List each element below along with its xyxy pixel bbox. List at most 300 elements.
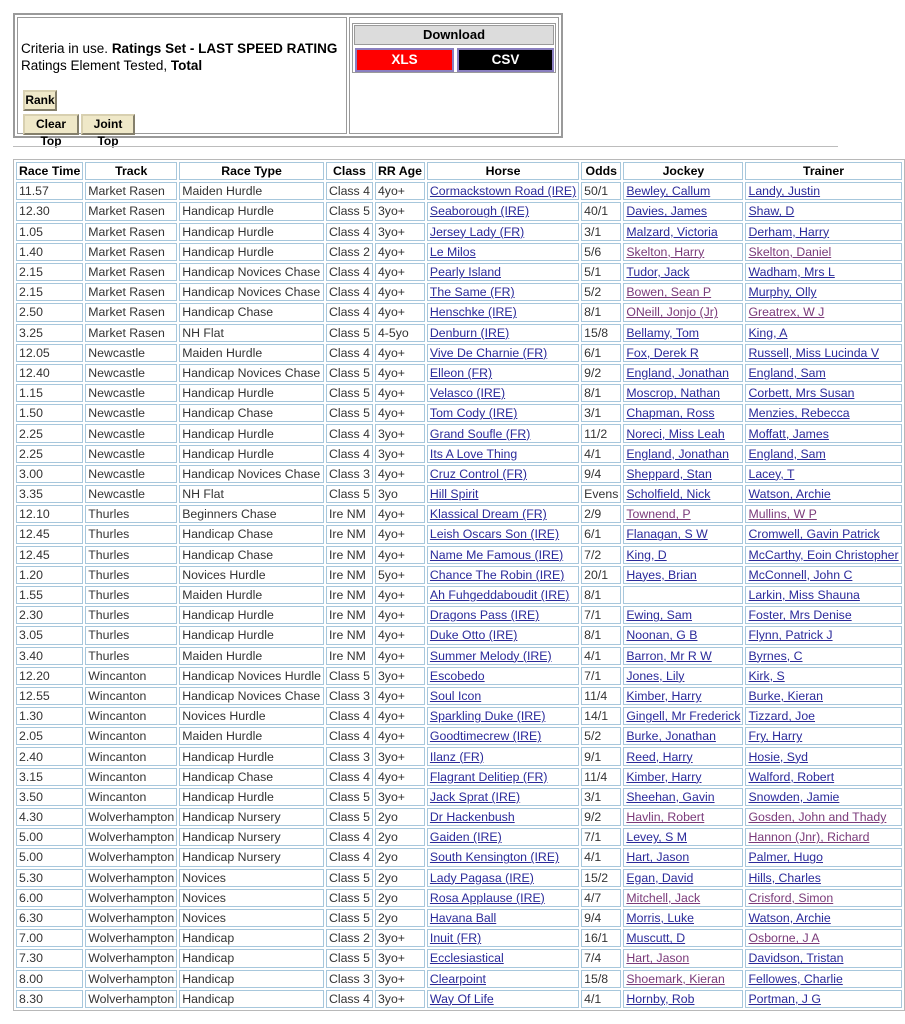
odds-cell: 5/6 <box>581 243 621 261</box>
jockey-link[interactable]: Sheehan, Gavin <box>626 789 715 804</box>
class-cell: Class 2 <box>326 243 373 261</box>
track-cell: Wincanton <box>85 768 177 786</box>
trainer-link[interactable]: Foster, Mrs Denise <box>748 608 852 623</box>
rr-age-cell: 4yo+ <box>375 384 425 402</box>
jockey-link[interactable]: Tudor, Jack <box>626 265 690 280</box>
trainer-link[interactable]: Osborne, J A <box>748 931 820 946</box>
table-cell <box>623 546 743 564</box>
track-cell: Wolverhampton <box>85 848 177 866</box>
horse-link[interactable]: Summer Melody (IRE) <box>429 648 552 663</box>
horse-link[interactable]: Denburn (IRE) <box>429 325 510 340</box>
rr-age-cell: 4yo+ <box>375 303 425 321</box>
criteria-cell <box>17 17 347 148</box>
trainer-link[interactable]: Fellowes, Charlie <box>748 971 843 986</box>
track-cell: Thurles <box>85 566 177 584</box>
horse-link[interactable]: South Kensington (IRE) <box>429 850 560 865</box>
rr-age-cell: 4-5yo <box>375 324 425 342</box>
race-type-cell: Handicap Hurdle <box>179 606 324 624</box>
table-cell <box>745 626 901 644</box>
track-cell: Newcastle <box>85 424 177 442</box>
horse-link[interactable]: Cruz Control (FR) <box>429 466 527 481</box>
horse-link[interactable]: Jack Sprat (IRE) <box>429 789 521 804</box>
race-type-cell: Handicap Nursery <box>179 828 324 846</box>
track-cell: Wincanton <box>85 747 177 765</box>
jockey-link[interactable]: Hornby, Rob <box>626 991 695 1006</box>
header-track[interactable]: Track <box>85 162 177 180</box>
race-time-cell: 3.25 <box>16 324 83 342</box>
header-class[interactable]: Class <box>326 162 373 180</box>
table-row <box>16 707 902 725</box>
table-row <box>16 384 902 402</box>
table-cell <box>427 404 579 422</box>
class-cell: Class 5 <box>326 909 373 927</box>
table-cell <box>623 970 743 988</box>
horse-link[interactable]: Gaiden (IRE) <box>429 830 502 845</box>
track-cell: Market Rasen <box>85 223 177 241</box>
table-row <box>16 344 902 362</box>
header-race-time[interactable]: Race Time <box>16 162 83 180</box>
race-time-cell: 3.35 <box>16 485 83 503</box>
horse-link[interactable]: Ilanz (FR) <box>429 749 484 764</box>
rr-age-cell: 4yo+ <box>375 243 425 261</box>
trainer-link[interactable]: Wadham, Mrs L <box>748 265 835 280</box>
table-cell <box>623 404 743 422</box>
race-type-cell: Handicap Nursery <box>179 848 324 866</box>
track-cell: Market Rasen <box>85 324 177 342</box>
table-cell <box>427 768 579 786</box>
race-time-cell: 6.00 <box>16 889 83 907</box>
table-row <box>16 303 902 321</box>
jockey-link[interactable]: Reed, Harry <box>626 749 693 764</box>
table-cell <box>745 788 901 806</box>
rr-age-cell: 4yo+ <box>375 707 425 725</box>
rr-age-cell: 4yo+ <box>375 404 425 422</box>
odds-cell: 4/1 <box>581 445 621 463</box>
horse-link[interactable]: Henschke (IRE) <box>429 305 517 320</box>
class-cell: Ire NM <box>326 505 373 523</box>
jockey-link[interactable]: Bellamy, Tom <box>626 325 700 340</box>
odds-cell: 4/1 <box>581 848 621 866</box>
class-cell: Class 5 <box>326 869 373 887</box>
table-cell <box>623 243 743 261</box>
table-cell <box>745 848 901 866</box>
jockey-link[interactable]: Chapman, Ross <box>626 406 715 421</box>
odds-cell: 8/1 <box>581 384 621 402</box>
jockey-link[interactable]: Shoemark, Kieran <box>626 971 725 986</box>
rr-age-cell: 2yo <box>375 889 425 907</box>
track-cell: Thurles <box>85 586 177 604</box>
horse-link[interactable]: Clearpoint <box>429 971 486 986</box>
header-odds[interactable]: Odds <box>581 162 621 180</box>
table-cell <box>427 808 579 826</box>
horse-link[interactable]: Way Of Life <box>429 991 494 1006</box>
horse-link[interactable]: Goodtimecrew (IRE) <box>429 729 542 744</box>
horse-link[interactable]: Jersey Lady (FR) <box>429 224 525 239</box>
trainer-link[interactable]: Walford, Robert <box>748 769 835 784</box>
jockey-link[interactable]: Noonan, G B <box>626 628 698 643</box>
track-cell: Market Rasen <box>85 283 177 301</box>
jockey-link[interactable]: Townend, P <box>626 507 691 522</box>
trainer-link[interactable]: Cromwell, Gavin Patrick <box>748 527 880 542</box>
jockey-link[interactable]: England, Jonathan <box>626 446 729 461</box>
horse-link[interactable]: Vive De Charnie (FR) <box>429 345 548 360</box>
table-row <box>16 606 902 624</box>
horse-link[interactable]: Klassical Dream (FR) <box>429 507 547 522</box>
class-cell: Class 5 <box>326 404 373 422</box>
race-time-cell: 2.50 <box>16 303 83 321</box>
horse-link[interactable]: Rosa Applause (IRE) <box>429 890 545 905</box>
trainer-link[interactable]: Russell, Miss Lucinda V <box>748 345 880 360</box>
class-cell: Class 5 <box>326 364 373 382</box>
download-title: Download <box>354 25 554 45</box>
rr-age-cell: 4yo+ <box>375 606 425 624</box>
joint-top-button[interactable]: Joint Top <box>81 114 135 135</box>
table-cell <box>427 848 579 866</box>
jockey-link[interactable]: Gingell, Mr Frederick <box>626 709 741 724</box>
trainer-link[interactable]: Menzies, Rebecca <box>748 406 850 421</box>
race-type-cell: Beginners Chase <box>179 505 324 523</box>
table-cell <box>745 243 901 261</box>
horse-link[interactable]: Flagrant Delitiep (FR) <box>429 769 548 784</box>
class-cell: Ire NM <box>326 546 373 564</box>
download-csv-button[interactable]: CSV <box>457 48 554 72</box>
trainer-link[interactable]: Flynn, Patrick J <box>748 628 833 643</box>
header-trainer[interactable]: Trainer <box>745 162 901 180</box>
race-time-cell: 3.50 <box>16 788 83 806</box>
table-cell <box>427 546 579 564</box>
jockey-link[interactable]: Ewing, Sam <box>626 608 692 623</box>
trainer-link[interactable]: England, Sam <box>748 365 826 380</box>
race-type-cell: Handicap Hurdle <box>179 626 324 644</box>
race-time-cell: 12.30 <box>16 202 83 220</box>
jockey-link[interactable]: Muscutt, D <box>626 931 686 946</box>
trainer-link[interactable]: Palmer, Hugo <box>748 850 823 865</box>
trainer-link[interactable]: Hills, Charles <box>748 870 821 885</box>
table-cell <box>427 344 579 362</box>
trainer-link[interactable]: Greatrex, W J <box>748 305 825 320</box>
table-row <box>16 970 902 988</box>
header-race-type[interactable]: Race Type <box>179 162 324 180</box>
table-row <box>16 546 902 564</box>
rank-button[interactable]: Rank <box>23 90 57 111</box>
trainer-link[interactable]: Davidson, Tristan <box>748 951 844 966</box>
track-cell: Market Rasen <box>85 182 177 200</box>
table-cell <box>745 667 901 685</box>
horse-link[interactable]: Sparkling Duke (IRE) <box>429 709 546 724</box>
trainer-link[interactable]: Lacey, T <box>748 466 795 481</box>
horse-link[interactable]: Seaborough (IRE) <box>429 204 530 219</box>
trainer-link[interactable]: Moffatt, James <box>748 426 829 441</box>
rr-age-cell: 3yo+ <box>375 223 425 241</box>
track-cell: Wolverhampton <box>85 970 177 988</box>
track-cell: Thurles <box>85 626 177 644</box>
horse-link[interactable]: Velasco (IRE) <box>429 386 506 401</box>
jockey-link[interactable]: Kimber, Harry <box>626 688 702 703</box>
race-type-cell: Handicap <box>179 970 324 988</box>
race-type-cell: Maiden Hurdle <box>179 647 324 665</box>
class-cell: Ire NM <box>326 525 373 543</box>
trainer-link[interactable]: Hosie, Syd <box>748 749 808 764</box>
odds-cell: 20/1 <box>581 566 621 584</box>
race-time-cell: 2.40 <box>16 747 83 765</box>
class-cell: Class 5 <box>326 788 373 806</box>
table-cell <box>745 828 901 846</box>
odds-cell: 3/1 <box>581 788 621 806</box>
trainer-link[interactable]: Watson, Archie <box>748 487 831 502</box>
class-cell: Class 5 <box>326 667 373 685</box>
class-cell: Ire NM <box>326 566 373 584</box>
race-type-cell: Handicap Novices Chase <box>179 687 324 705</box>
race-time-cell: 2.25 <box>16 445 83 463</box>
rr-age-cell: 2yo <box>375 828 425 846</box>
horse-link[interactable]: The Same (FR) <box>429 285 515 300</box>
trainer-link[interactable]: Snowden, Jamie <box>748 789 840 804</box>
class-cell: Class 5 <box>326 384 373 402</box>
table-cell <box>427 465 579 483</box>
jockey-link[interactable]: Bewley, Callum <box>626 184 711 199</box>
table-cell <box>623 364 743 382</box>
horse-link[interactable]: Duke Otto (IRE) <box>429 628 518 643</box>
horse-link[interactable]: Dr Hackenbush <box>429 810 515 825</box>
download-cell <box>349 17 559 134</box>
trainer-link[interactable]: Byrnes, C <box>748 648 803 663</box>
jockey-link[interactable]: ONeill, Jonjo (Jr) <box>626 305 718 320</box>
track-cell: Newcastle <box>85 485 177 503</box>
jockey-link[interactable]: Noreci, Miss Leah <box>626 426 725 441</box>
table-cell <box>623 324 743 342</box>
track-cell: Newcastle <box>85 344 177 362</box>
jockey-link[interactable]: Hayes, Brian <box>626 567 697 582</box>
trainer-link[interactable]: Skelton, Daniel <box>748 244 832 259</box>
race-table <box>13 159 905 1011</box>
horse-link[interactable]: Chance The Robin (IRE) <box>429 567 565 582</box>
table-cell <box>427 202 579 220</box>
table-row <box>16 202 902 220</box>
table-cell <box>427 828 579 846</box>
odds-cell: 11/4 <box>581 768 621 786</box>
clear-top-button[interactable]: Clear Top <box>23 114 79 135</box>
horse-link[interactable]: Cormackstown Road (IRE) <box>429 184 577 199</box>
odds-cell: 9/4 <box>581 465 621 483</box>
table-cell <box>427 324 579 342</box>
table-cell <box>427 424 579 442</box>
header-horse[interactable]: Horse <box>427 162 579 180</box>
horse-link[interactable]: Name Me Famous (IRE) <box>429 547 564 562</box>
trainer-link[interactable]: Kirk, S <box>748 668 785 683</box>
table-cell <box>745 182 901 200</box>
class-cell: Ire NM <box>326 647 373 665</box>
table-row <box>16 949 902 967</box>
trainer-link[interactable]: Watson, Archie <box>748 911 831 926</box>
trainer-link[interactable]: Portman, J G <box>748 991 821 1006</box>
table-cell <box>427 586 579 604</box>
horse-link[interactable]: Tom Cody (IRE) <box>429 406 518 421</box>
track-cell: Newcastle <box>85 364 177 382</box>
jockey-link[interactable]: Havlin, Robert <box>626 810 705 825</box>
trainer-link[interactable]: Derham, Harry <box>748 224 830 239</box>
jockey-link[interactable]: Burke, Jonathan <box>626 729 716 744</box>
odds-cell: 6/1 <box>581 525 621 543</box>
table-body <box>16 182 902 1008</box>
jockey-link[interactable]: Hart, Jason <box>626 951 690 966</box>
trainer-link[interactable]: Tizzard, Joe <box>748 709 816 724</box>
race-type-cell: NH Flat <box>179 324 324 342</box>
table-cell <box>427 970 579 988</box>
race-type-cell: Novices Hurdle <box>179 707 324 725</box>
table-row <box>16 788 902 806</box>
rr-age-cell: 3yo+ <box>375 949 425 967</box>
trainer-link[interactable]: Murphy, Olly <box>748 285 817 300</box>
table-row <box>16 566 902 584</box>
trainer-link[interactable]: King, A <box>748 325 788 340</box>
horse-link[interactable]: Havana Ball <box>429 911 497 926</box>
table-row <box>16 324 902 342</box>
race-time-cell: 3.05 <box>16 626 83 644</box>
class-cell: Class 4 <box>326 828 373 846</box>
odds-cell: 9/2 <box>581 808 621 826</box>
table-row <box>16 465 902 483</box>
table-cell <box>745 606 901 624</box>
race-type-cell: Handicap Hurdle <box>179 384 324 402</box>
rr-age-cell: 4yo+ <box>375 626 425 644</box>
table-row <box>16 586 902 604</box>
track-cell: Market Rasen <box>85 303 177 321</box>
odds-cell: 9/2 <box>581 364 621 382</box>
trainer-link[interactable]: Crisford, Simon <box>748 890 834 905</box>
trainer-link[interactable]: McCarthy, Eoin Christopher <box>748 547 899 562</box>
race-type-cell: NH Flat <box>179 485 324 503</box>
table-cell <box>427 384 579 402</box>
odds-cell: 8/1 <box>581 586 621 604</box>
jockey-link[interactable]: Barron, Mr R W <box>626 648 712 663</box>
race-time-cell: 2.15 <box>16 263 83 281</box>
horse-link[interactable]: Escobedo <box>429 668 485 683</box>
table-cell <box>623 889 743 907</box>
table-row <box>16 848 902 866</box>
rr-age-cell: 2yo <box>375 869 425 887</box>
table-cell <box>745 687 901 705</box>
table-cell <box>745 303 901 321</box>
track-cell: Market Rasen <box>85 202 177 220</box>
header-jockey[interactable]: Jockey <box>623 162 743 180</box>
race-time-cell: 12.10 <box>16 505 83 523</box>
jockey-link[interactable]: Malzard, Victoria <box>626 224 718 239</box>
table-row <box>16 889 902 907</box>
trainer-link[interactable]: Corbett, Mrs Susan <box>748 386 855 401</box>
track-cell: Wolverhampton <box>85 828 177 846</box>
table-cell <box>623 566 743 584</box>
race-time-cell: 2.30 <box>16 606 83 624</box>
race-type-cell: Handicap Novices Chase <box>179 283 324 301</box>
table-row <box>16 485 902 503</box>
jockey-link[interactable]: Kimber, Harry <box>626 769 702 784</box>
download-xls-button[interactable]: XLS <box>355 48 454 72</box>
trainer-link[interactable]: Larkin, Miss Shauna <box>748 588 860 603</box>
horse-link[interactable]: Ecclesiastical <box>429 951 504 966</box>
trainer-link[interactable]: Burke, Kieran <box>748 688 823 703</box>
criteria-element-value: Total <box>170 58 203 73</box>
track-cell: Wolverhampton <box>85 909 177 927</box>
trainer-link[interactable]: England, Sam <box>748 446 826 461</box>
trainer-link[interactable]: Gosden, John and Thady <box>748 810 887 825</box>
trainer-link[interactable]: Shaw, D <box>748 204 795 219</box>
jockey-link[interactable]: Jones, Lily <box>626 668 685 683</box>
race-type-cell: Handicap Novices Chase <box>179 364 324 382</box>
horse-link[interactable]: Lady Pagasa (IRE) <box>429 870 534 885</box>
table-cell <box>623 283 743 301</box>
horse-link[interactable]: Dragons Pass (IRE) <box>429 608 540 623</box>
horse-link[interactable]: Soul Icon <box>429 688 482 703</box>
jockey-link[interactable]: Hart, Jason <box>626 850 690 865</box>
table-cell <box>745 949 901 967</box>
jockey-link[interactable]: Skelton, Harry <box>626 244 705 259</box>
jockey-link[interactable]: Mitchell, Jack <box>626 890 701 905</box>
criteria-panel <box>13 13 563 148</box>
horse-link[interactable]: Pearly Island <box>429 265 502 280</box>
horse-link[interactable]: Leish Oscars Son (IRE) <box>429 527 560 542</box>
jockey-link[interactable]: King, D <box>626 547 667 562</box>
odds-cell: 3/1 <box>581 223 621 241</box>
jockey-link[interactable]: Levey, S M <box>626 830 687 845</box>
track-cell: Wincanton <box>85 727 177 745</box>
table-row <box>16 808 902 826</box>
track-cell: Wolverhampton <box>85 869 177 887</box>
header-rr-age[interactable]: RR Age <box>375 162 425 180</box>
jockey-link[interactable]: Sheppard, Stan <box>626 466 712 481</box>
trainer-link[interactable]: McConnell, John C <box>748 567 853 582</box>
rr-age-cell: 3yo+ <box>375 445 425 463</box>
horse-link[interactable]: Elleon (FR) <box>429 365 493 380</box>
horse-link[interactable]: Its A Love Thing <box>429 446 518 461</box>
jockey-link[interactable]: Moscrop, Nathan <box>626 386 720 401</box>
rr-age-cell: 4yo+ <box>375 182 425 200</box>
horse-link[interactable]: Le Milos <box>429 244 476 259</box>
table-row <box>16 727 902 745</box>
download-box <box>352 23 556 73</box>
horse-link[interactable]: Inuit (FR) <box>429 931 482 946</box>
trainer-link[interactable]: Hannon (Jnr), Richard <box>748 830 870 845</box>
race-time-cell: 12.45 <box>16 546 83 564</box>
class-cell: Ire NM <box>326 586 373 604</box>
rr-age-cell: 4yo+ <box>375 546 425 564</box>
horse-link[interactable]: Hill Spirit <box>429 487 479 502</box>
jockey-link[interactable]: Morris, Luke <box>626 911 695 926</box>
race-type-cell: Maiden Hurdle <box>179 344 324 362</box>
jockey-link[interactable]: Egan, David <box>626 870 694 885</box>
table-cell <box>623 949 743 967</box>
rr-age-cell: 4yo+ <box>375 586 425 604</box>
jockey-link[interactable]: Davies, James <box>626 204 707 219</box>
jockey-link[interactable]: Fox, Derek R <box>626 345 699 360</box>
jockey-link[interactable]: Bowen, Sean P <box>626 285 712 300</box>
trainer-link[interactable]: Landy, Justin <box>748 184 821 199</box>
table-cell <box>745 465 901 483</box>
table-cell <box>427 990 579 1008</box>
jockey-link[interactable]: Flanagan, S W <box>626 527 708 542</box>
odds-cell: 15/8 <box>581 970 621 988</box>
track-cell: Wolverhampton <box>85 889 177 907</box>
trainer-link[interactable]: Fry, Harry <box>748 729 803 744</box>
trainer-link[interactable]: Mullins, W P <box>748 507 817 522</box>
race-type-cell: Handicap Chase <box>179 525 324 543</box>
class-cell: Class 4 <box>326 848 373 866</box>
race-time-cell: 1.30 <box>16 707 83 725</box>
horse-link[interactable]: Ah Fuhgeddaboudit (IRE) <box>429 588 570 603</box>
jockey-link[interactable]: England, Jonathan <box>626 365 729 380</box>
jockey-link[interactable]: Scholfield, Nick <box>626 487 711 502</box>
horse-link[interactable]: Grand Soufle (FR) <box>429 426 531 441</box>
table-cell <box>745 223 901 241</box>
